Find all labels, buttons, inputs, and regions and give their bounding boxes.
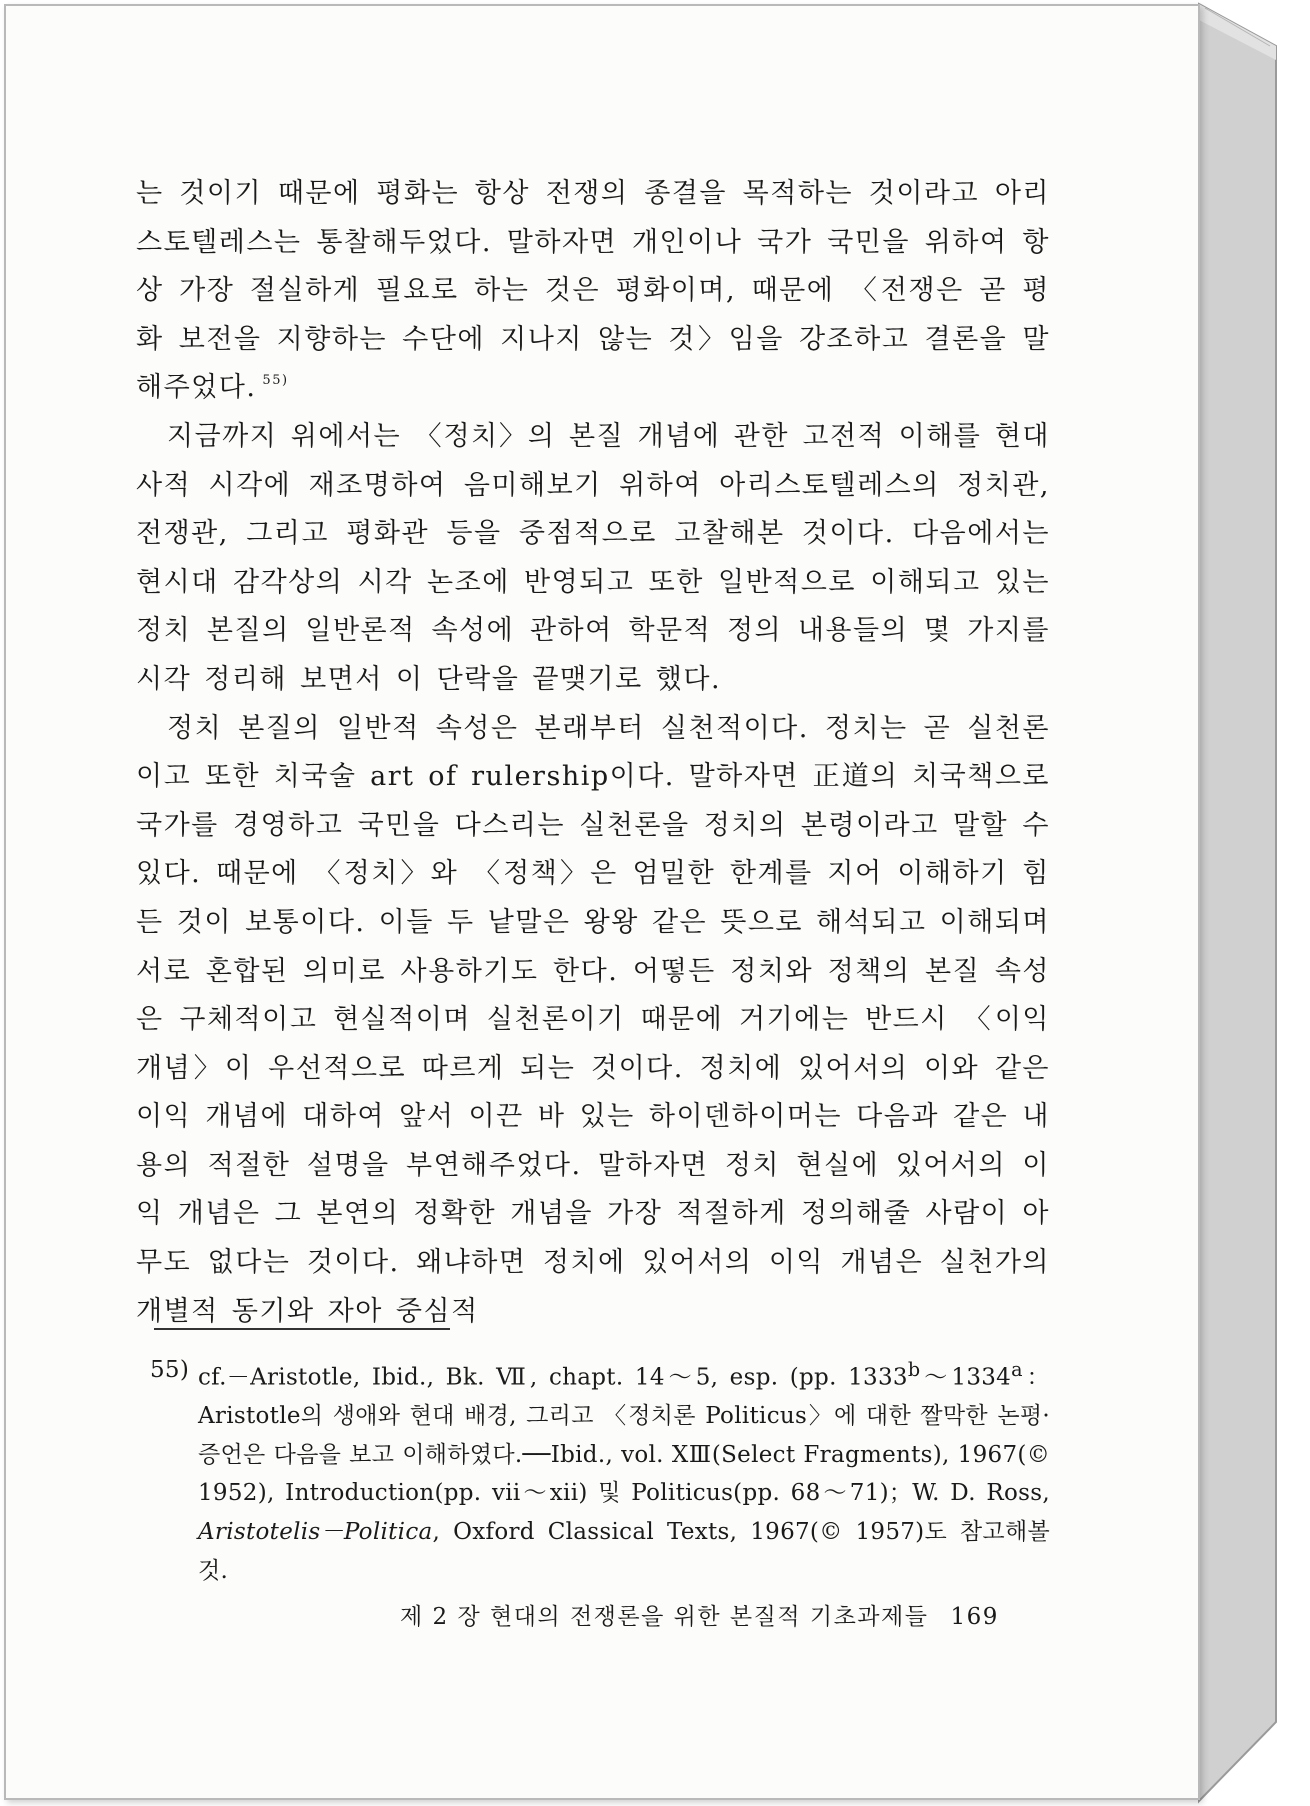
footnote-italic-title: Aristotelis－Politica [198,1519,433,1546]
footnote-text-part: cf.－Aristotle, Ibid., Bk. Ⅶ, chapt. 14～5, esp. (pp. 1333 [198,1364,908,1391]
footnote-text-part: ：Aristotle의 생애와 현대 배경, 그리고 〈정치론 Politicus〉에 대한 짤막한 논평·증언은 다음을 보고 이해하였다.──Ibid., vol. ⅩⅢ(Select Fragments), 1967(© 1952), Introduction(pp. vii～xii) 및 Politicus(pp. 68～71)；W. D. Ross, [198,1364,1050,1507]
paragraph-1 [136,170,1050,413]
paragraph-3: 정치 본질의 일반적 속성은 본래부터 실천적이다. 정치는 곧 실천론이고 또한 치국술 art of rulership이다. 말하자면 正道의 치국책으로 국가를 경영하고 국민을 다스리는 실천론을 정치의 본령이라고 말할 수 있다. 때문에 〈정치〉와 〈정책〉은 엄밀한 한계를 지어 이해하기 힘든 것이 보통이다. 이들 두 낱말은 왕왕 같은 뜻으로 해석되고 이해되며 서로 혼합된 의미로 사용하기도 한다. 어떻든 정치와 정책의 본질 속성은 구체적이고 현실적이며 실천론이기 때문에 거기에는 반드시 〈이익 개념〉이 우선적으로 따르게 되는 것이다. 정치에 있어서의 이와 같은 이익 개념에 대하여 앞서 이끈 바 있는 하이덴하이머는 다음과 같은 내용의 적절한 설명을 부연해주었다. 말하자면 정치 현실에 있어서의 이익 개념은 그 본연의 정확한 개념을 가장 적절하게 정의해줄 사람이 아무도 없다는 것이다. 왜냐하면 정치에 있어서의 이익 개념은 실천가의 개별적 동기와 자아 중심적 [136,712,1050,1327]
running-footer [400,1598,1050,1631]
footnote-divider [154,1328,450,1330]
footnote-text-part: , Oxford Classical Texts, 1967(© 1957)도 참고해볼 것. [198,1519,1050,1584]
footnote-superscript: a [1011,1358,1023,1381]
footnote [150,1351,1050,1590]
footnote-reference: 55) [262,373,289,389]
paragraph-1-text: 는 것이기 때문에 평화는 항상 전쟁의 종결을 목적하는 것이라고 아리스토텔레스는 통찰해두었다. 말하자면 개인이나 국가 국민을 위하여 항상 가장 절실하게 필요로 하는 것은 평화이며, 때문에 〈전쟁은 곧 평화 보전을 지향하는 수단에 지나지 않는 것〉임을 강조하고 결론을 말해주었다. [136,178,1050,404]
footnote-superscript: b [907,1358,921,1381]
footnote-number: 55) [150,1357,190,1383]
paragraph-2: 지금까지 위에서는 〈정치〉의 본질 개념에 관한 고전적 이해를 현대사적 시각에 재조명하여 음미해보기 위하여 아리스토텔레스의 정치관, 전쟁관, 그리고 평화관 등을 중점적으로 고찰해본 것이다. 다음에서는 현시대 감각상의 시각 논조에 반영되고 또한 일반적으로 이해되고 있는 정치 본질의 일반론적 속성에 관하여 학문적 정의 내용들의 몇 가지를 시각 정리해 보면서 이 단락을 끝맺기로 했다. [136,420,1050,695]
chapter-title: 제 2 장 현대의 전쟁론을 위한 본질적 기초과제들 [400,1604,929,1630]
page-number: 169 [950,1604,999,1630]
page-body [136,170,1050,1336]
footnote-text [198,1351,1050,1590]
footnote-text-part: ～1334 [920,1364,1012,1391]
